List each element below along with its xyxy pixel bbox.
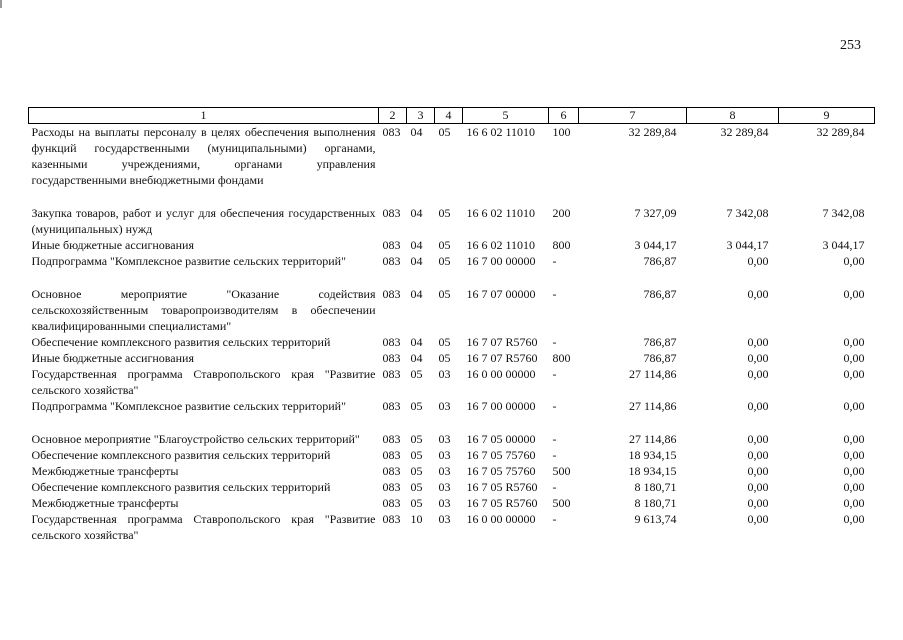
expense-type-code: 500 xyxy=(552,464,571,478)
target-article-code: 16 7 07 R5760 xyxy=(466,351,538,365)
ministry-code: 083 xyxy=(382,287,401,301)
scan-edge-mark xyxy=(0,0,2,8)
amount-col7: 27 114,86 xyxy=(628,399,677,413)
expense-type-code: 200 xyxy=(552,206,571,220)
amount-col9: 0,00 xyxy=(843,480,865,494)
ministry-code: 083 xyxy=(382,367,401,381)
header-cell: 4 xyxy=(435,108,463,124)
ministry-code: 083 xyxy=(382,464,401,478)
row-name: Межбюджетные трансферты xyxy=(31,464,179,478)
ministry-code: 083 xyxy=(382,432,401,446)
amount-col7: 786,87 xyxy=(643,287,677,301)
target-article-code: 16 7 07 R5760 xyxy=(466,335,538,349)
amount-col9: 0,00 xyxy=(843,287,865,301)
row-name: Основное мероприятие "Благоустройство сельских территорий" xyxy=(31,432,360,446)
header-cell: 7 xyxy=(579,108,687,124)
row-name: Обеспечение комплексного развития сельских территорий xyxy=(31,480,331,494)
expense-type-code: - xyxy=(552,512,557,526)
ministry-code: 083 xyxy=(382,351,401,365)
subsection-code: 05 xyxy=(438,254,451,268)
section-code: 05 xyxy=(410,496,423,510)
row-spacer xyxy=(29,414,875,431)
ministry-code: 083 xyxy=(382,480,401,494)
budget-table xyxy=(28,107,875,543)
subsection-code: 05 xyxy=(438,238,451,252)
amount-col8: 0,00 xyxy=(747,480,769,494)
section-code: 05 xyxy=(410,367,423,381)
section-code: 05 xyxy=(410,448,423,462)
amount-col9: 0,00 xyxy=(843,432,865,446)
amount-col7: 27 114,86 xyxy=(628,432,677,446)
amount-col8: 3 044,17 xyxy=(726,238,769,252)
subsection-code: 05 xyxy=(438,351,451,365)
amount-col9: 7 342,08 xyxy=(822,206,865,220)
row-name: Государственная программа Ставропольского края "Развитие сельского хозяйства" xyxy=(31,512,376,542)
row-name: Межбюджетные трансферты xyxy=(31,496,179,510)
amount-col9: 0,00 xyxy=(843,399,865,413)
amount-col7: 27 114,86 xyxy=(628,367,677,381)
amount-col8: 0,00 xyxy=(747,287,769,301)
expense-type-code: - xyxy=(552,399,557,413)
amount-col9: 0,00 xyxy=(843,512,865,526)
spacer-cell xyxy=(29,188,875,205)
row-name: Иные бюджетные ассигнования xyxy=(31,238,194,252)
ministry-code: 083 xyxy=(382,448,401,462)
ministry-code: 083 xyxy=(382,335,401,349)
amount-col8: 0,00 xyxy=(747,496,769,510)
section-code: 04 xyxy=(410,351,423,365)
ministry-code: 083 xyxy=(382,238,401,252)
table-row xyxy=(29,237,875,253)
amount-col9: 0,00 xyxy=(843,496,865,510)
header-cell: 1 xyxy=(29,108,379,124)
amount-col8: 0,00 xyxy=(747,399,769,413)
row-name: Обеспечение комплексного развития сельских территорий xyxy=(31,335,331,349)
expense-type-code: 800 xyxy=(552,238,571,252)
subsection-code: 05 xyxy=(438,125,451,139)
expense-type-code: 500 xyxy=(552,496,571,510)
spacer-cell xyxy=(29,414,875,431)
table-row xyxy=(29,495,875,511)
row-name: Основное мероприятие "Оказание содействия сельскохозяйственным товаропроизводителям в обеспечении квалифицированными специалистами" xyxy=(31,287,376,333)
target-article-code: 16 7 05 75760 xyxy=(466,464,536,478)
section-code: 04 xyxy=(410,254,423,268)
subsection-code: 03 xyxy=(438,367,451,381)
amount-col7: 8 180,71 xyxy=(634,480,677,494)
amount-col7: 3 044,17 xyxy=(634,238,677,252)
subsection-code: 03 xyxy=(438,512,451,526)
row-name: Обеспечение комплексного развития сельских территорий xyxy=(31,448,331,462)
amount-col8: 0,00 xyxy=(747,432,769,446)
target-article-code: 16 6 02 11010 xyxy=(466,125,536,139)
header-cell: 8 xyxy=(687,108,779,124)
header-cell: 9 xyxy=(779,108,875,124)
amount-col7: 9 613,74 xyxy=(634,512,677,526)
table-row xyxy=(29,398,875,414)
row-name: Расходы на выплаты персоналу в целях обеспечения выполнения функций государственными (муниципальными) органами, казенными учреждениями, органами управления государственными внебюджетными фондами xyxy=(31,125,376,187)
section-code: 05 xyxy=(410,480,423,494)
row-name: Закупка товаров, работ и услуг для обеспечения государственных (муниципальных) нужд xyxy=(31,206,376,236)
expense-type-code: - xyxy=(552,367,557,381)
target-article-code: 16 6 02 11010 xyxy=(466,238,536,252)
amount-col7: 8 180,71 xyxy=(634,496,677,510)
subsection-code: 03 xyxy=(438,448,451,462)
amount-col9: 0,00 xyxy=(843,335,865,349)
subsection-code: 05 xyxy=(438,206,451,220)
table-row xyxy=(29,479,875,495)
expense-type-code: - xyxy=(552,254,557,268)
section-code: 05 xyxy=(410,432,423,446)
target-article-code: 16 7 00 00000 xyxy=(466,399,536,413)
row-name: Государственная программа Ставропольского края "Развитие сельского хозяйства" xyxy=(31,367,376,397)
amount-col8: 0,00 xyxy=(747,512,769,526)
expense-type-code: - xyxy=(552,480,557,494)
header-cell: 2 xyxy=(379,108,407,124)
ministry-code: 083 xyxy=(382,399,401,413)
table-row xyxy=(29,286,875,334)
row-name: Иные бюджетные ассигнования xyxy=(31,351,194,365)
expense-type-code: - xyxy=(552,287,557,301)
amount-col7: 18 934,15 xyxy=(628,448,677,462)
subsection-code: 05 xyxy=(438,287,451,301)
table-row xyxy=(29,366,875,398)
section-code: 04 xyxy=(410,125,423,139)
amount-col7: 18 934,15 xyxy=(628,464,677,478)
table-row xyxy=(29,124,875,189)
section-code: 10 xyxy=(410,512,423,526)
section-code: 04 xyxy=(410,335,423,349)
target-article-code: 16 7 05 00000 xyxy=(466,432,536,446)
table-row xyxy=(29,447,875,463)
table-header-row xyxy=(29,108,875,124)
amount-col7: 786,87 xyxy=(643,254,677,268)
amount-col8: 0,00 xyxy=(747,367,769,381)
target-article-code: 16 7 05 R5760 xyxy=(466,496,538,510)
amount-col8: 7 342,08 xyxy=(726,206,769,220)
row-spacer xyxy=(29,269,875,286)
amount-col7: 32 289,84 xyxy=(628,125,677,139)
expense-type-code: 100 xyxy=(552,125,571,139)
ministry-code: 083 xyxy=(382,206,401,220)
section-code: 04 xyxy=(410,238,423,252)
target-article-code: 16 7 07 00000 xyxy=(466,287,536,301)
target-article-code: 16 0 00 00000 xyxy=(466,512,536,526)
subsection-code: 03 xyxy=(438,432,451,446)
subsection-code: 03 xyxy=(438,480,451,494)
amount-col9: 0,00 xyxy=(843,448,865,462)
ministry-code: 083 xyxy=(382,254,401,268)
expense-type-code: - xyxy=(552,432,557,446)
amount-col8: 0,00 xyxy=(747,335,769,349)
amount-col9: 0,00 xyxy=(843,351,865,365)
row-name: Подпрограмма "Комплексное развитие сельских территорий" xyxy=(31,254,346,268)
amount-col9: 0,00 xyxy=(843,367,865,381)
table-row xyxy=(29,511,875,543)
amount-col8: 0,00 xyxy=(747,254,769,268)
row-name: Подпрограмма "Комплексное развитие сельских территорий" xyxy=(31,399,346,413)
header-cell: 3 xyxy=(407,108,435,124)
amount-col8: 32 289,84 xyxy=(720,125,769,139)
subsection-code: 05 xyxy=(438,335,451,349)
section-code: 05 xyxy=(410,399,423,413)
target-article-code: 16 6 02 11010 xyxy=(466,206,536,220)
expense-type-code: 800 xyxy=(552,351,571,365)
target-article-code: 16 0 00 00000 xyxy=(466,367,536,381)
table-row xyxy=(29,334,875,350)
subsection-code: 03 xyxy=(438,496,451,510)
header-cell: 6 xyxy=(549,108,579,124)
header-cell: 5 xyxy=(463,108,549,124)
subsection-code: 03 xyxy=(438,399,451,413)
table-row xyxy=(29,463,875,479)
amount-col9: 3 044,17 xyxy=(822,238,865,252)
ministry-code: 083 xyxy=(382,496,401,510)
target-article-code: 16 7 05 75760 xyxy=(466,448,536,462)
amount-col7: 786,87 xyxy=(643,351,677,365)
amount-col8: 0,00 xyxy=(747,448,769,462)
ministry-code: 083 xyxy=(382,125,401,139)
amount-col8: 0,00 xyxy=(747,464,769,478)
table-row xyxy=(29,205,875,237)
amount-col8: 0,00 xyxy=(747,351,769,365)
target-article-code: 16 7 00 00000 xyxy=(466,254,536,268)
amount-col7: 7 327,09 xyxy=(634,206,677,220)
page-number: 253 xyxy=(840,38,861,53)
expense-type-code: - xyxy=(552,448,557,462)
table-row xyxy=(29,431,875,447)
amount-col9: 0,00 xyxy=(843,464,865,478)
row-spacer xyxy=(29,188,875,205)
target-article-code: 16 7 05 R5760 xyxy=(466,480,538,494)
section-code: 04 xyxy=(410,287,423,301)
amount-col9: 32 289,84 xyxy=(816,125,865,139)
expense-type-code: - xyxy=(552,335,557,349)
amount-col7: 786,87 xyxy=(643,335,677,349)
section-code: 04 xyxy=(410,206,423,220)
ministry-code: 083 xyxy=(382,512,401,526)
section-code: 05 xyxy=(410,464,423,478)
subsection-code: 03 xyxy=(438,464,451,478)
table-row xyxy=(29,253,875,269)
table-row xyxy=(29,350,875,366)
spacer-cell xyxy=(29,269,875,286)
amount-col9: 0,00 xyxy=(843,254,865,268)
